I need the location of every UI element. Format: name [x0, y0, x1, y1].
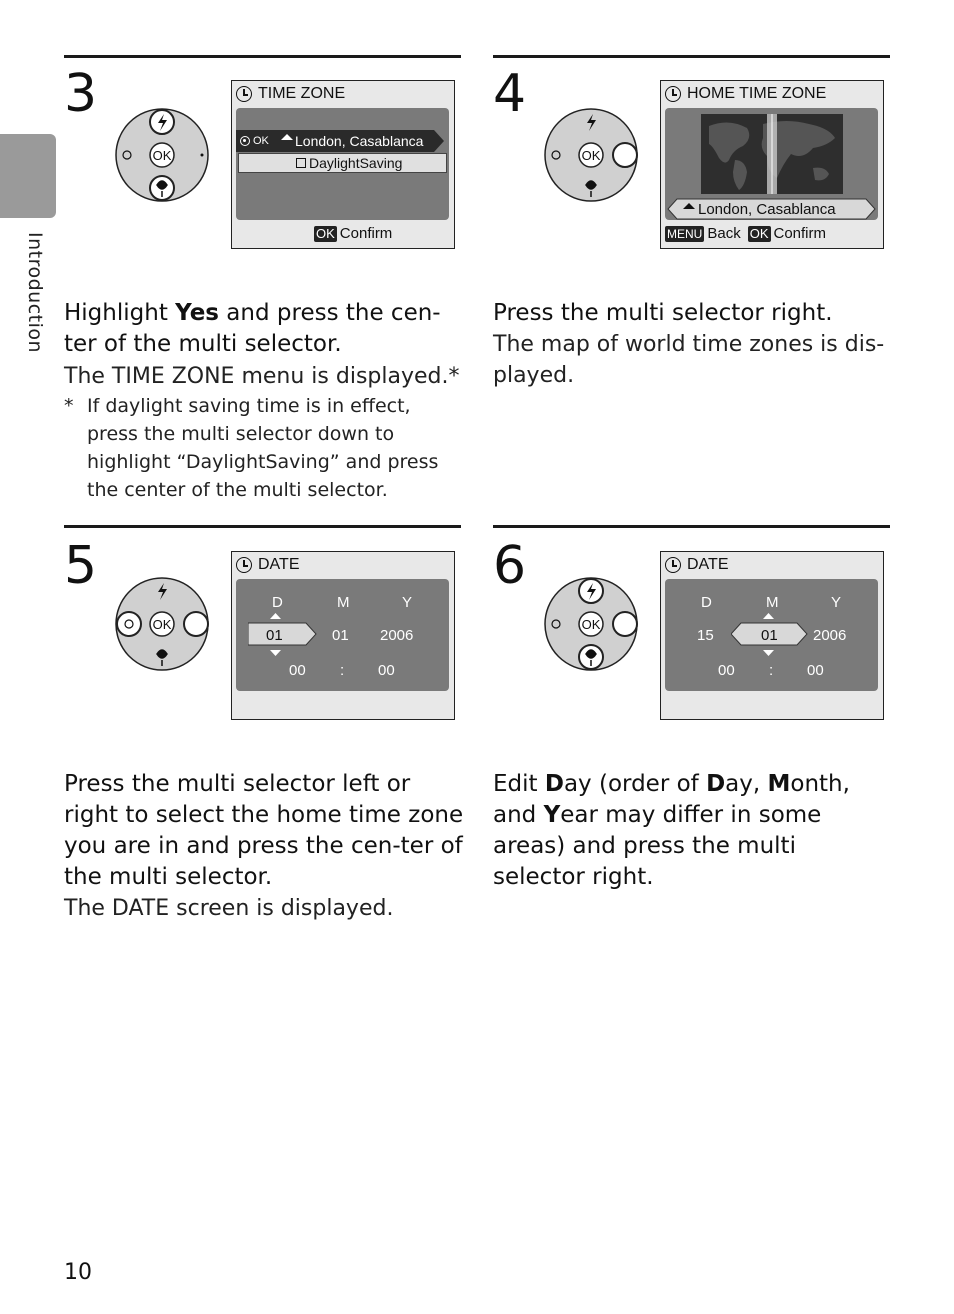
- section-label: Introduction: [24, 232, 46, 354]
- svg-text:OK: OK: [152, 617, 172, 632]
- step-4-body: The map of world time zones is dis-played.: [493, 332, 885, 388]
- dial-right-highlight: [184, 612, 208, 636]
- month-value: 01: [761, 627, 778, 644]
- dial-left-highlight: [117, 612, 141, 636]
- col-y: Y: [402, 594, 413, 611]
- year-value: 2006: [813, 627, 847, 644]
- day-field[interactable]: [248, 613, 318, 657]
- lcd-footer: MENU Back OK Confirm: [667, 225, 827, 242]
- lcd-title: HOME TIME ZONE: [665, 85, 826, 103]
- step-4-heading: Press the multi selector right.: [493, 300, 833, 326]
- svg-text:OK: OK: [581, 617, 601, 632]
- home-icon: [683, 203, 695, 209]
- clock-icon: [236, 86, 252, 102]
- lcd-date: [231, 551, 455, 720]
- year-value: 2006: [380, 627, 414, 644]
- lcd-title: DATE: [236, 556, 299, 574]
- home-icon: [281, 134, 293, 140]
- time-separator: :: [769, 662, 774, 679]
- col-m: M: [766, 594, 779, 611]
- lcd-title: TIME ZONE: [236, 85, 345, 103]
- checkbox-icon: [296, 158, 306, 168]
- hour-value: 00: [718, 662, 735, 679]
- dial-right-highlight: [613, 612, 637, 636]
- lcd-panel: [665, 579, 878, 691]
- step-4-rule: [493, 55, 890, 58]
- dial-right-highlight: [613, 143, 637, 167]
- col-y: Y: [831, 594, 842, 611]
- step-6-rule: [493, 525, 890, 528]
- multi-selector-dial: [114, 107, 210, 203]
- lcd-home-time-zone: [660, 80, 884, 249]
- col-m: M: [337, 594, 350, 611]
- col-d: D: [272, 594, 283, 611]
- lcd-panel: OK London, Casablanca DaylightSaving: [236, 108, 449, 220]
- hour-value: 00: [289, 662, 306, 679]
- page-number: 10: [64, 1260, 92, 1285]
- multi-selector-dial: [543, 107, 639, 203]
- svg-text:OK: OK: [581, 148, 601, 163]
- step-3-number: 3: [64, 64, 98, 124]
- step-3-heading: Highlight Yes and press the cen-ter of the multi selector.: [64, 300, 441, 357]
- lcd-time-zone: [231, 80, 455, 249]
- step-6-heading: Edit Day (order of Day, Month, and Year may differ in some areas) and press the multi selector right.: [493, 771, 850, 890]
- step-6-number: 6: [493, 536, 527, 596]
- lcd-title: DATE: [665, 556, 728, 574]
- day-value: 01: [266, 627, 283, 644]
- step-3-note: If daylight saving time is in effect, press the multi selector down to highlight “DaylightSaving” and press the center of the multi selector.: [87, 395, 439, 501]
- step-3-rule: [64, 55, 461, 58]
- step-5-rule: [64, 525, 461, 528]
- time-separator: :: [340, 662, 345, 679]
- world-map: [701, 114, 843, 194]
- minute-value: 00: [807, 662, 824, 679]
- lcd-panel: London, Casablanca: [665, 108, 878, 220]
- clock-icon: [665, 557, 681, 573]
- step-5-body: The DATE screen is displayed.: [64, 896, 394, 921]
- col-d: D: [701, 594, 712, 611]
- dial-ok-label: OK: [152, 148, 172, 163]
- step-5-heading: Press the multi selector left or right to select the home time zone you are in and press the cen-ter of the multi selector.: [64, 771, 464, 890]
- step-4-number: 4: [493, 64, 527, 124]
- lcd-footer: OK Confirm: [316, 225, 393, 242]
- step-3-body: The TIME ZONE menu is displayed.*: [64, 364, 460, 389]
- step-3-note-mark: *: [64, 395, 74, 417]
- section-tab: [0, 134, 56, 218]
- multi-selector-dial: [114, 576, 210, 672]
- step-5-number: 5: [64, 536, 98, 596]
- radio-selected-icon: [240, 136, 250, 146]
- minute-value: 00: [378, 662, 395, 679]
- lcd-date: [660, 551, 884, 720]
- clock-icon: [665, 86, 681, 102]
- day-value: 15: [697, 627, 714, 644]
- clock-icon: [236, 557, 252, 573]
- multi-selector-dial: [543, 576, 639, 672]
- month-value: 01: [332, 627, 349, 644]
- lcd-panel: [236, 579, 449, 691]
